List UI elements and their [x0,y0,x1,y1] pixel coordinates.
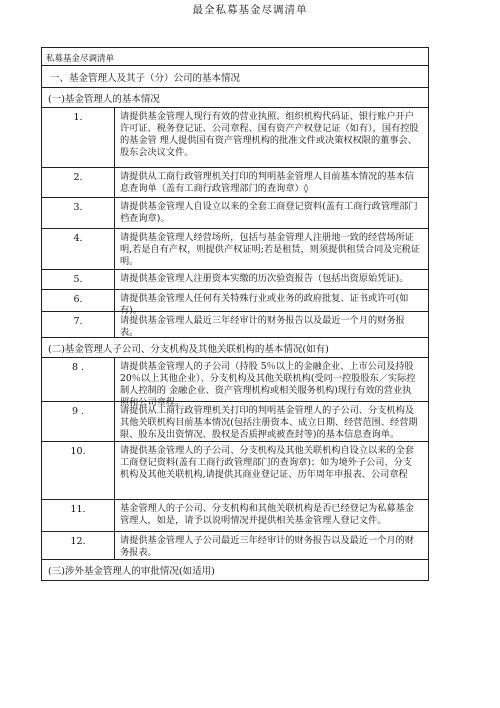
table-row [42,442,428,500]
item-number: 9 . [42,402,115,441]
item-number: 1. [42,108,115,167]
item-text: 请提供基金管理人经营场所，包括与基金管理人注册地一致的经营场所证明,若是自有产权，则提供产权证明;若是租赁，则须提供租赁合同及完税证明。 [120,232,421,267]
item-text: 请提供基金管理人任何有关特殊行业或业务的政府批复、证书或许可(如有)。 [120,293,409,316]
table-row [42,532,428,560]
item-number: 11. [42,500,115,531]
subsection-heading: (三)涉外基金管理人的审批情况(如适用) [48,566,215,577]
table-row [42,168,428,198]
item-number: 12. [42,532,115,559]
item-number: 8 . [42,358,115,401]
item-number: 4. [42,229,115,269]
table-row [42,290,428,316]
document-title: 最全私募基金尽调清单 [192,4,308,16]
item-number: 5. [42,270,115,289]
item-number: 6. [42,290,115,311]
item-text: 请提供基金管理人子公司最近三年经审计的财务报告以及最近一个月的财务报表。 [120,535,414,558]
table-header-row [42,48,428,66]
table-row [42,358,428,408]
item-text: 请提供基金管理人最近三年经审计的财务报告以及最近一个月的财务报表。 [120,315,405,338]
item-text: 请提供基金管理人自设立以来的全套工商登记资料(盖有工商行政管理部门档查询章)。 [120,201,418,224]
table-row [42,198,428,229]
item-number: 10. [42,442,115,499]
table-row [42,312,428,338]
subsection-heading-row [42,338,428,358]
item-number: 2. [42,168,115,197]
item-text: 基金管理人的子公司、分支机构和其他关联机构是否已经登记为私募基金管理人，如是，请予以说明情况并提供相关基金管理人登记文件。 [120,503,414,526]
item-text: 请提供基金管理人注册资本实缴的历次验资报告（包括出资原始凭证)。 [120,273,409,284]
subsection-heading: (二)基金管理人子公司、分支机构及其他关联机构的基本情况(如有) [48,344,329,355]
section-heading-row [42,66,428,88]
table-row [42,229,428,270]
section-heading: 一、基金管理人及其子（分）公司的基本情况 [50,73,241,84]
item-text: 请提供从工商行政管理机关打印的判明基金管理人的子公司、分支机构及其他关联机构目前基本情况(包括注册资本、成立日期、经营范围、经营期限、股东及出资情况、股权是否质押或被查封等)的基本信息查询单。 [120,405,418,440]
subsection-heading-row [42,560,428,581]
item-text: 请提供基金管理人的子公司、分支机构及其他关联机构自设立以来的全套工商登记资料(盖有工商行政管理部门的查询章)；如为境外子公司、分支机构及其他关联机构,请提供其商业登记证、历年周年申报表、公司章程 [120,445,414,480]
table-row [42,402,428,442]
item-text: 请提供基金管理人现行有效的营业执照、组织机构代码证、银行账户开户许可证、税务登记证、公司章程、国有资产产权登记证（如有），国有控股的基金管 理人提供国有资产管理机构的批准文件或决策权权限的董事会、股东会决议文件。 [120,111,419,158]
subsection-heading: (一)基金管理人的基本情况 [48,94,160,105]
subsection-heading-row [42,88,428,108]
item-number: 3. [42,198,115,228]
table-row [42,500,428,532]
table-header: 私募基金尽调清单 [46,54,115,64]
checklist-table [41,47,429,581]
item-text: 请提供从工商行政管理机关打印的判明基金管理人目前基本情况的基本信息查询单（盖有工商行政管理部门的查询章）◊ [120,171,414,194]
item-number: 7. [42,312,115,337]
item-text: 请提供基金管理人的子公司（持股 5％以上的金融企业、上市公司及持股 20％以上其他企业）、分支机构及其他关联机构(受同一控股股东／实际控制人控制的 金融企业、资产管理机构或相关服务机构)现行有效的营业执照和公司章程。 [120,361,416,408]
table-row [42,270,428,290]
table-row [42,108,428,168]
